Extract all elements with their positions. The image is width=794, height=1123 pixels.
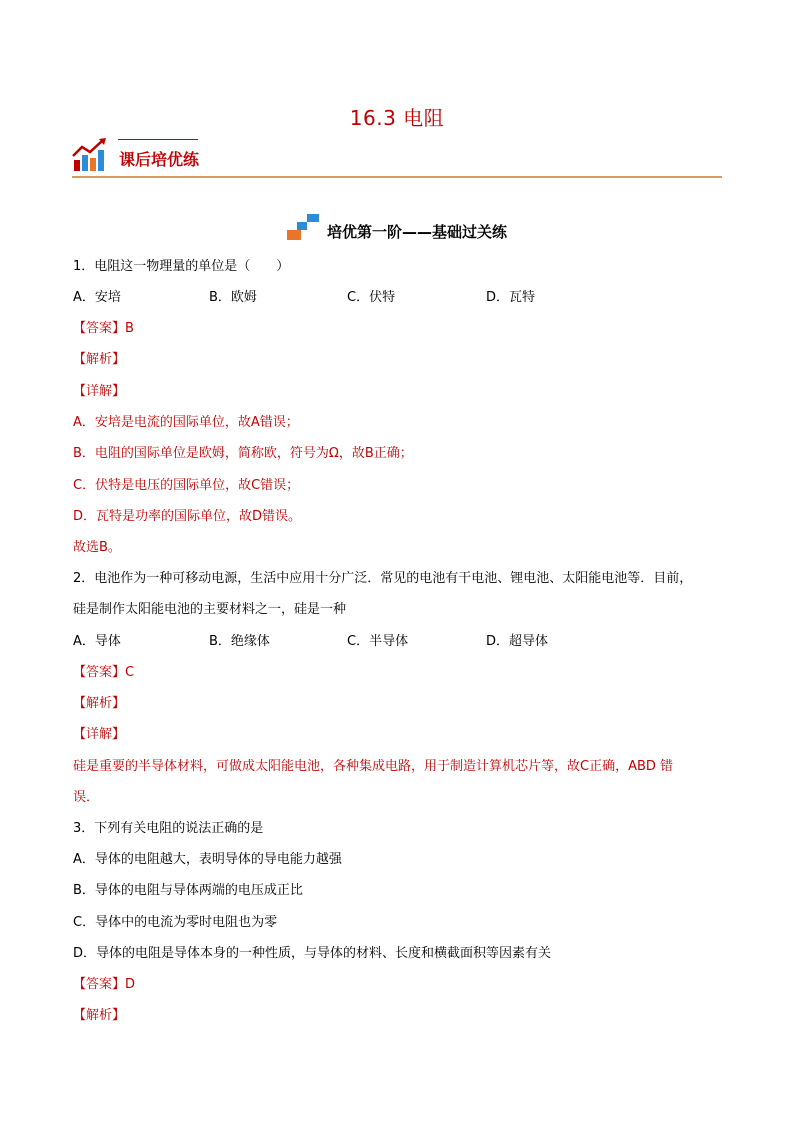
- question-2-option-b: B．绝缘体: [209, 634, 270, 649]
- question-1-option-d: D．瓦特: [486, 290, 536, 305]
- question-1-explain-a: A．安培是电流的国际单位，故A错误；: [73, 415, 299, 430]
- question-1-option-b: B．欧姆: [209, 290, 257, 305]
- question-1-explain-b: B．电阻的国际单位是欧姆，简称欧，符号为Ω，故B正确；: [73, 446, 413, 461]
- question-3-option-b: B．导体的电阻与导体两端的电压成正比: [73, 883, 303, 898]
- question-3-option-d: D．导体的电阻是导体本身的一种性质，与导体的材料、长度和横截面积等因素有关: [73, 946, 552, 961]
- question-2-detail-label: 【详解】: [73, 727, 126, 742]
- stairs-icon: [287, 214, 321, 242]
- question-1-option-a: A．安培: [73, 290, 121, 305]
- question-2-explain-line-2: 误．: [73, 790, 100, 805]
- question-1-option-c: C．伏特: [347, 290, 396, 305]
- question-2-analysis-label: 【解析】: [73, 696, 126, 711]
- question-1-analysis-label: 【解析】: [73, 352, 126, 367]
- question-3-stem: 3．下列有关电阻的说法正确的是: [73, 821, 264, 836]
- question-3-option-a: A．导体的电阻越大，表明导体的导电能力越强: [73, 852, 342, 867]
- growth-chart-icon: [72, 138, 108, 172]
- question-2-stem-line-2: 硅是制作太阳能电池的主要材料之一，硅是一种: [73, 602, 347, 617]
- question-3-analysis-label: 【解析】: [73, 1008, 126, 1023]
- question-2-option-a: A．导体: [73, 634, 121, 649]
- question-1-conclusion: 故选B。: [73, 540, 121, 555]
- question-1-explain-d: D．瓦特是功率的国际单位，故D错误。: [73, 509, 302, 524]
- section-heading-text: 培优第一阶——基础过关练: [326, 223, 507, 241]
- question-1-answer: 【答案】B: [73, 321, 134, 336]
- section-banner: [72, 136, 722, 178]
- question-2-explain-line-1: 硅是重要的半导体材料，可做成太阳能电池，各种集成电路，用于制造计算机芯片等，故C正确，ABD 错: [73, 759, 674, 774]
- banner-divider: [72, 176, 722, 178]
- banner-top-line: [118, 139, 198, 140]
- question-1-detail-label: 【详解】: [73, 384, 126, 399]
- question-3-answer: 【答案】D: [73, 977, 136, 992]
- question-2-answer: 【答案】C: [73, 665, 135, 680]
- question-2-option-d: D．超导体: [486, 634, 549, 649]
- section-heading: [0, 214, 794, 246]
- question-1-explain-c: C．伏特是电压的国际单位，故C错误；: [73, 478, 300, 493]
- question-2-stem-line-1: 2．电池作为一种可移动电源，生活中应用十分广泛．常见的电池有干电池、锂电池、太阳能电池等．目前，: [73, 571, 693, 586]
- question-2-option-c: C．半导体: [347, 634, 409, 649]
- page-title: 16.3 电阻: [349, 106, 445, 130]
- question-1-stem: 1．电阻这一物理量的单位是（ ）: [73, 259, 290, 274]
- question-3-option-c: C．导体中的电流为零时电阻也为零: [73, 915, 278, 930]
- banner-label: 课后培优练: [119, 150, 200, 169]
